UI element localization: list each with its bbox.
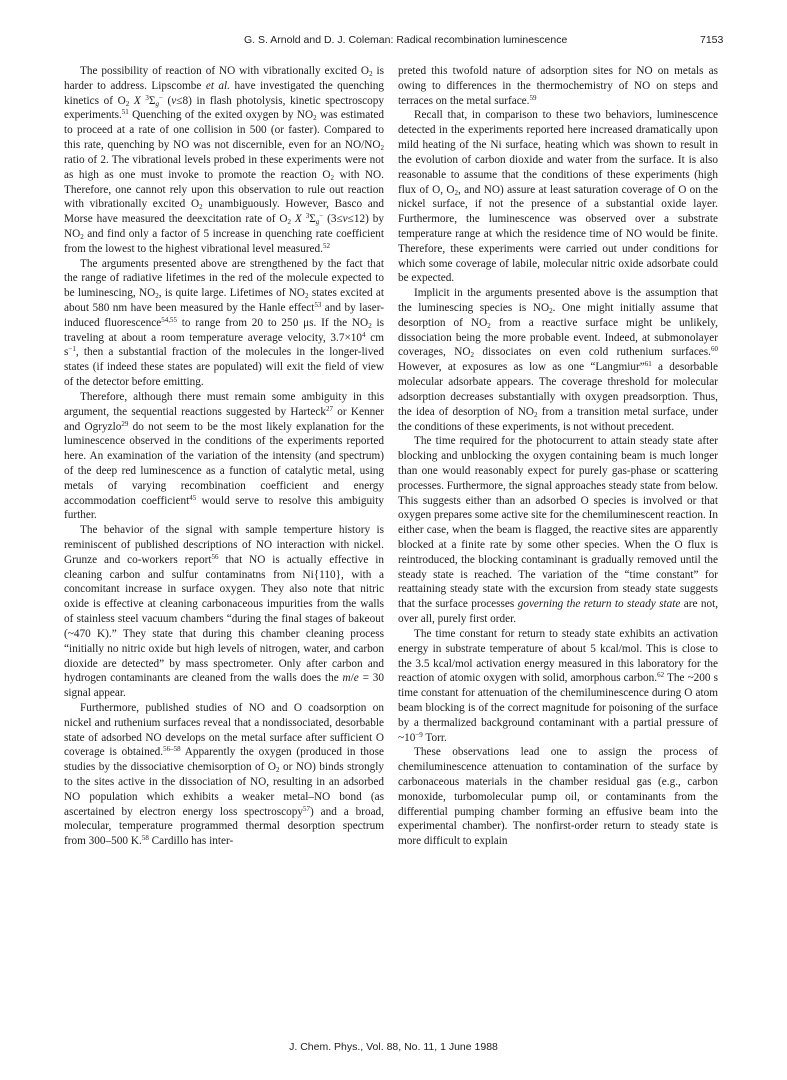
- paragraph: The time constant for return to steady state exhibits an activation energy in substrate temperature of about 5 kcal/mol. This is close to the 3.5 kcal/mol activation energy measured in this laboratory for the reaction of atomic oxygen with solid, amorphous carbon.$^{62}$ The ~200 s time constant for attenuation of the chemiluminescence during O atom beam blocking is of the correct magnitude for poisoning of the surface by a thermalized background contaminant with a partial pressure of $\sim 10^{-9}$ Torr.: [398, 627, 718, 744]
- paragraph: Therefore, although there must remain some ambiguity in this argument, the sequential reactions suggested by Harteck$^{27}$ or Kenner and Ogryzlo$^{29}$ do not seem to be the most likely explanation for the luminescence observed in the conditions of the experiments reported here. An examination of the variation of the intensity (and spectrum) of the deep red luminescence as a function of catalytic metal, using metals of varying recombination coefficient and energy accommodation coefficient$^{45}$ would serve to resolve this ambiguity further.: [64, 390, 384, 522]
- paragraph: Furthermore, published studies of NO and O coadsorption on nickel and ruthenium surfaces reveal that a nondissociated, desorbable state of adsorbed NO develops on the metal surface after sufficient O coverage is obtained.$^{56-58}$ Apparently the oxygen (produced in those studies by the dissociative chemisorption of $O_2$ or NO) binds strongly to the sites active in the dissociation of NO, resulting in an adsorbed NO population which exhibits a weaker metal–NO bond (as ascertained by electron energy loss spectroscopy$^{57}$) and a broad, molecular, temperature programmed thermal desorption spectrum from 300–500 K.$^{58}$ Cardillo has inter-: [64, 701, 384, 848]
- paragraph: The arguments presented above are strengthened by the fact that the range of radiative lifetimes in the red of the molecule expected to be luminescing, $NO_2$, is quite large. Lifetimes of $NO_2$ states excited at about 580 nm have been measured by the Hanle effect$^{53}$ and by laser-induced fluorescence$^{54,55}$ to range from 20 to 250 μs. If the $NO_2$ is traveling at about a room temperature average velocity, $3.7\times 10^4$ cm $s^{-1}$, then a substantial fraction of the molecules in the longer-lived states (if indeed these states are populated) will exit the field of view of the detector before emitting.: [64, 257, 384, 389]
- paragraph: Recall that, in comparison to these two behaviors, luminescence detected in the experiments reported here increased dramatically upon mild heating of the Ni surface, heating which was shown to result in the evolution of carbon dioxide and water from the surface. It is also reasonable to assume that the conditions of these experiments (high flux of O, $O_2$, and NO) assure at least saturation coverage of O on the nickel surface, if not the presence of a substantial oxide layer. Furthermore, the luminescence was observed over a substrate temperature range at which the residence time of NO would be finite. Therefore, these experiments were carried out under conditions for which some coverage of labile, molecular nitric oxide adsorbate could be expected.: [398, 109, 718, 285]
- right-column: [398, 64, 718, 849]
- journal-footer: J. Chem. Phys., Vol. 88, No. 11, 1 June 1988: [289, 1041, 498, 1053]
- paragraph: Implicit in the arguments presented above is the assumption that the luminescing species is $NO_2$. One might initially assume that desorption of $NO_2$ from a reactive surface might be unlikely, dissociation being the more probable event. Indeed, at submonolayer coverages, $NO_2$ dissociates on even cold ruthenium surfaces.$^{60}$ However, at exposures as low as one “Langmiur”$^{61}$ a desorbable molecular adsorbate appears. The coverage threshold for molecular adsorption decreases substantially with oxygen preadsorption. Thus, the idea of desorption of $NO_2$ from a transition metal surface, under the conditions of these experiments, is not without precedent.: [398, 287, 719, 433]
- running-title: G. S. Arnold and D. J. Coleman: Radical recombination luminescence: [244, 34, 568, 46]
- paragraph: These observations lead one to assign the process of chemiluminescence attenuation to contamination of the surface by carbonaceous materials in the chamber residual gas (e.g., carbon monoxide, turbomolecular pump oil, or contaminants from the differential pumping chamber forming an effusive beam into the experimental chamber). The nonfirst-order return to steady state is more difficult to explain: [398, 746, 718, 848]
- paragraph: The behavior of the signal with sample temperture history is reminiscent of published descriptions of NO interaction with nickel. Grunze and co-workers report$^{56}$ that NO is actually effective in cleaning carbon and sulfur contaminatns from Ni{110}, with a concomitant increase in surface oxygen. They also note that nitric oxide is effective at cleaning carbonaceous impurities from the walls of stainless steel vacuum chambers “during the final stages of bakeout (~470 K).” They state that during this chamber cleaning process “initially no nitric oxide but high levels of nitrogen, water, and carbon dioxide are detected” by mass spectrometer. Only after carbon and hydrogen contaminants are cleaned from the walls does the m/e = 30 signal appear.: [64, 524, 384, 700]
- running-header: [0, 34, 787, 50]
- paragraph: preted this twofold nature of adsorption sites for NO on metals as owing to differences in the thermochemistry of NO on steps and terraces on the metal surface.$^{59}$: [398, 65, 718, 107]
- left-column: [64, 64, 384, 849]
- paragraph: The time required for the photocurrent to attain steady state after blocking and unblocking the oxygen containing beam is much longer than one would reasonably expect for purely gas-phase or scattering processes. Furthermore, the signal approaches steady state from below. This suggests either than an adsorbed O species is involved or that oxygen prepares some active site for the chemiluminescent reaction. In either case, when the beam is flagged, the reactive sites are apparently blocked at a finite rate by some other species. When the O flux is reintroduced, the blocking contaminant is gradually removed until the steady state is reached. The variation of the “time constant” for reattaining steady state with the excursion from steady state suggests that the surface processes governing the return to steady state are not, over all, purely first order.: [398, 435, 719, 626]
- paragraph: The possibility of reaction of NO with vibrationally excited $O_2$ is harder to address. Lipscombe et al. have investigated the quenching kinetics of $O_2$ X $^3\Sigma_g^-$ (v≤8) in flash photolysis, kinetic spectroscopy experiments.$^{51}$ Quenching of the exited oxygen by $NO_2$ was estimated to proceed at a rate of one collision in 500 (or faster). Compared to this rate, quenching by NO was not discernible, even for an $NO/NO_2$ ratio of 2. The vibrational levels probed in these experiments were not as high as one must invoke to promote the reaction $O_2$ with NO. Therefore, one cannot rely upon this observation to rule out reaction with vibrationally excited $O_2$ unambiguously. However, Basco and Morse have measured the deexcitation rate of $O_2$ X $^3\Sigma_g^-$ (3≤v≤12) by $NO_2$ and find only a factor of 5 increase in quenching rate coefficient from the lowest to the highest vibrational level measured.$^{52}$: [64, 65, 385, 255]
- page-number: 7153: [700, 34, 724, 46]
